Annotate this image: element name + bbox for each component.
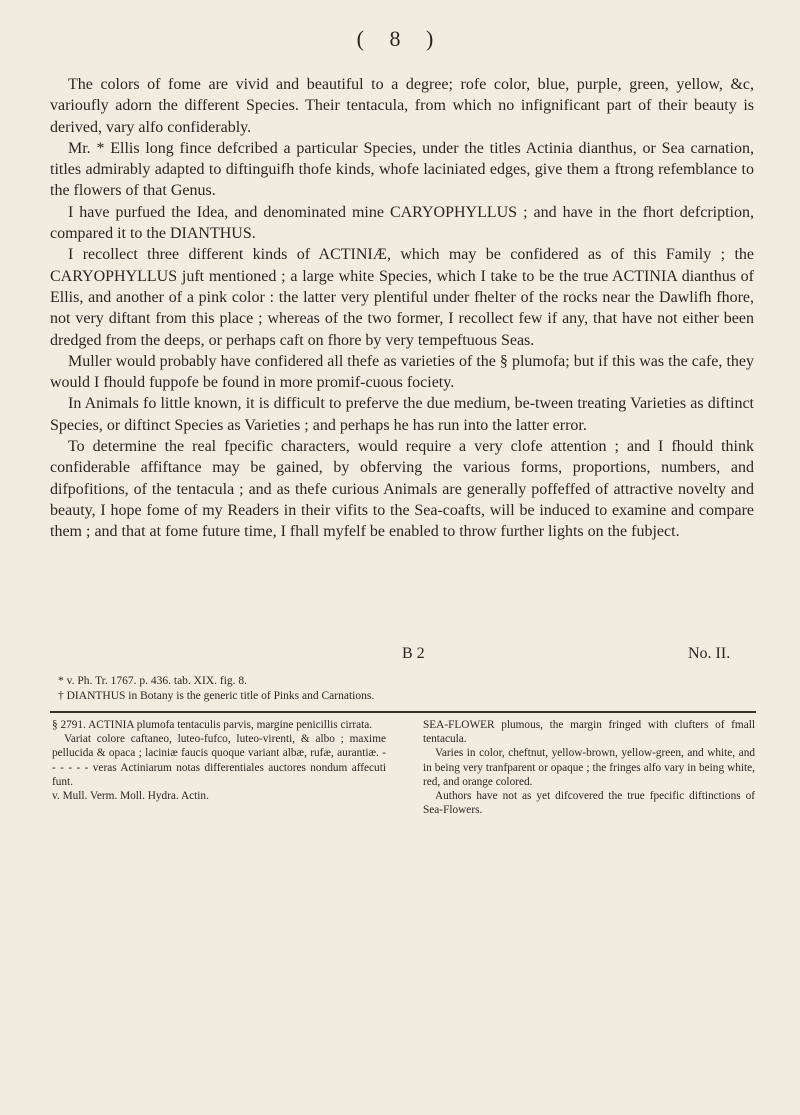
paragraph: Mr. * Ellis long fince defcribed a particular Species, under the titles Actinia dianthus, or Sea carnation, titles admirably adapted to diftinguifh thofe kinds, whofe laciniated edges, give them a ftrong refemblance to the flowers of that Genus. xyxy=(50,139,754,200)
divider-rule xyxy=(50,711,756,713)
english-body: Varies in color, cheftnut, yellow-brown, yellow-green, and white, and in being very tranfparent or opaque ; the fringes alfo vary in being white, red, and orange colored. xyxy=(423,747,755,788)
paragraph: I have purfued the Idea, and denominated mine CARYOPHYLLUS ; and have in the fhort defcription, compared it to the DIANTHUS. xyxy=(50,203,754,243)
signature-line xyxy=(0,645,800,669)
latin-heading: § 2791. ACTINIA plumofa tentaculis parvis, margine penicillis cirrata. xyxy=(52,719,373,731)
paragraph: The colors of fome are vivid and beautiful to a degree; rofe color, blue, purple, green, yellow, &c, varioufly adorn the different Species. Their tentacula, from which no infignificant part of their beauty is derived, vary alfo confiderably. xyxy=(50,76,754,136)
paragraph: I recollect three different kinds of ACTINIÆ, which may be confidered as of this Family ; the CARYOPHYLLUS juft mentioned ; a large white Species, which I take to be the true ACTINIA dianthus of Ellis, and another of a pink color : the latter very plentiful under fhelter of the rocks near the Dawlifh fhore, not very diftant from this place ; whereas of the two former, I recollect few if any, that have not either been dredged from the deeps, or perhaps caft on fhore by very tempeftuous Seas. xyxy=(50,246,754,349)
paragraph: To determine the real fpecific characters, would require a very clofe attention ; and I fhould think confiderable affiftance may be gained, by obferving the various forms, proportions, numbers, and difpofitions, of the tentacula ; and as thefe curious Animals are generally poffeffed of attractive novelty and beauty, I hope fome of my Readers in their vifits to the Sea-coafts, will be induced to examine and compare them ; and that at fome future time, I fhall myfelf be enabled to throw further lights on the fubject. xyxy=(50,438,754,541)
english-description-column xyxy=(423,718,755,817)
main-text xyxy=(50,74,754,543)
page-number: ( 8 ) xyxy=(356,26,444,51)
english-body: Authors have not as yet difcovered the true fpecific diftinctions of Sea-Flowers. xyxy=(423,790,755,817)
signature-mark: B 2 xyxy=(402,645,425,662)
latin-description-column xyxy=(52,718,386,803)
english-heading: SEA-FLOWER plumous, the margin fringed with clufters of fmall tentacula. xyxy=(423,719,755,746)
footnote: † DIANTHUS in Botany is the generic title of Pinks and Carnations. xyxy=(58,690,375,702)
latin-reference: v. Mull. Verm. Moll. Hydra. Actin. xyxy=(52,790,209,803)
paragraph: In Animals fo little known, it is difficult to preferve the due medium, be-tween treating Varieties as diftinct Species, or diftinct Species as Varieties ; and perhaps he has run into the latter error. xyxy=(50,395,754,434)
paragraph: Muller would probably have confidered all thefe as varieties of the § plumofa; but if this was the cafe, they would I fhould fuppofe be found in more promif-cuous fociety. xyxy=(50,352,754,392)
footnotes xyxy=(52,674,752,704)
latin-body: Variat colore caftaneo, luteo-fufco, luteo-virenti, & albo ; maxime pellucida & opaca ; laciniæ faucis quoque variant albæ, rufæ, aurantiæ. - - - - - - veras Actiniarum notas differentiales auctores nondum affecuti funt. xyxy=(52,733,386,788)
footnote: * v. Ph. Tr. 1767. p. 436. tab. XIX. fig. 8. xyxy=(58,675,248,687)
catchword: No. II. xyxy=(688,645,731,662)
